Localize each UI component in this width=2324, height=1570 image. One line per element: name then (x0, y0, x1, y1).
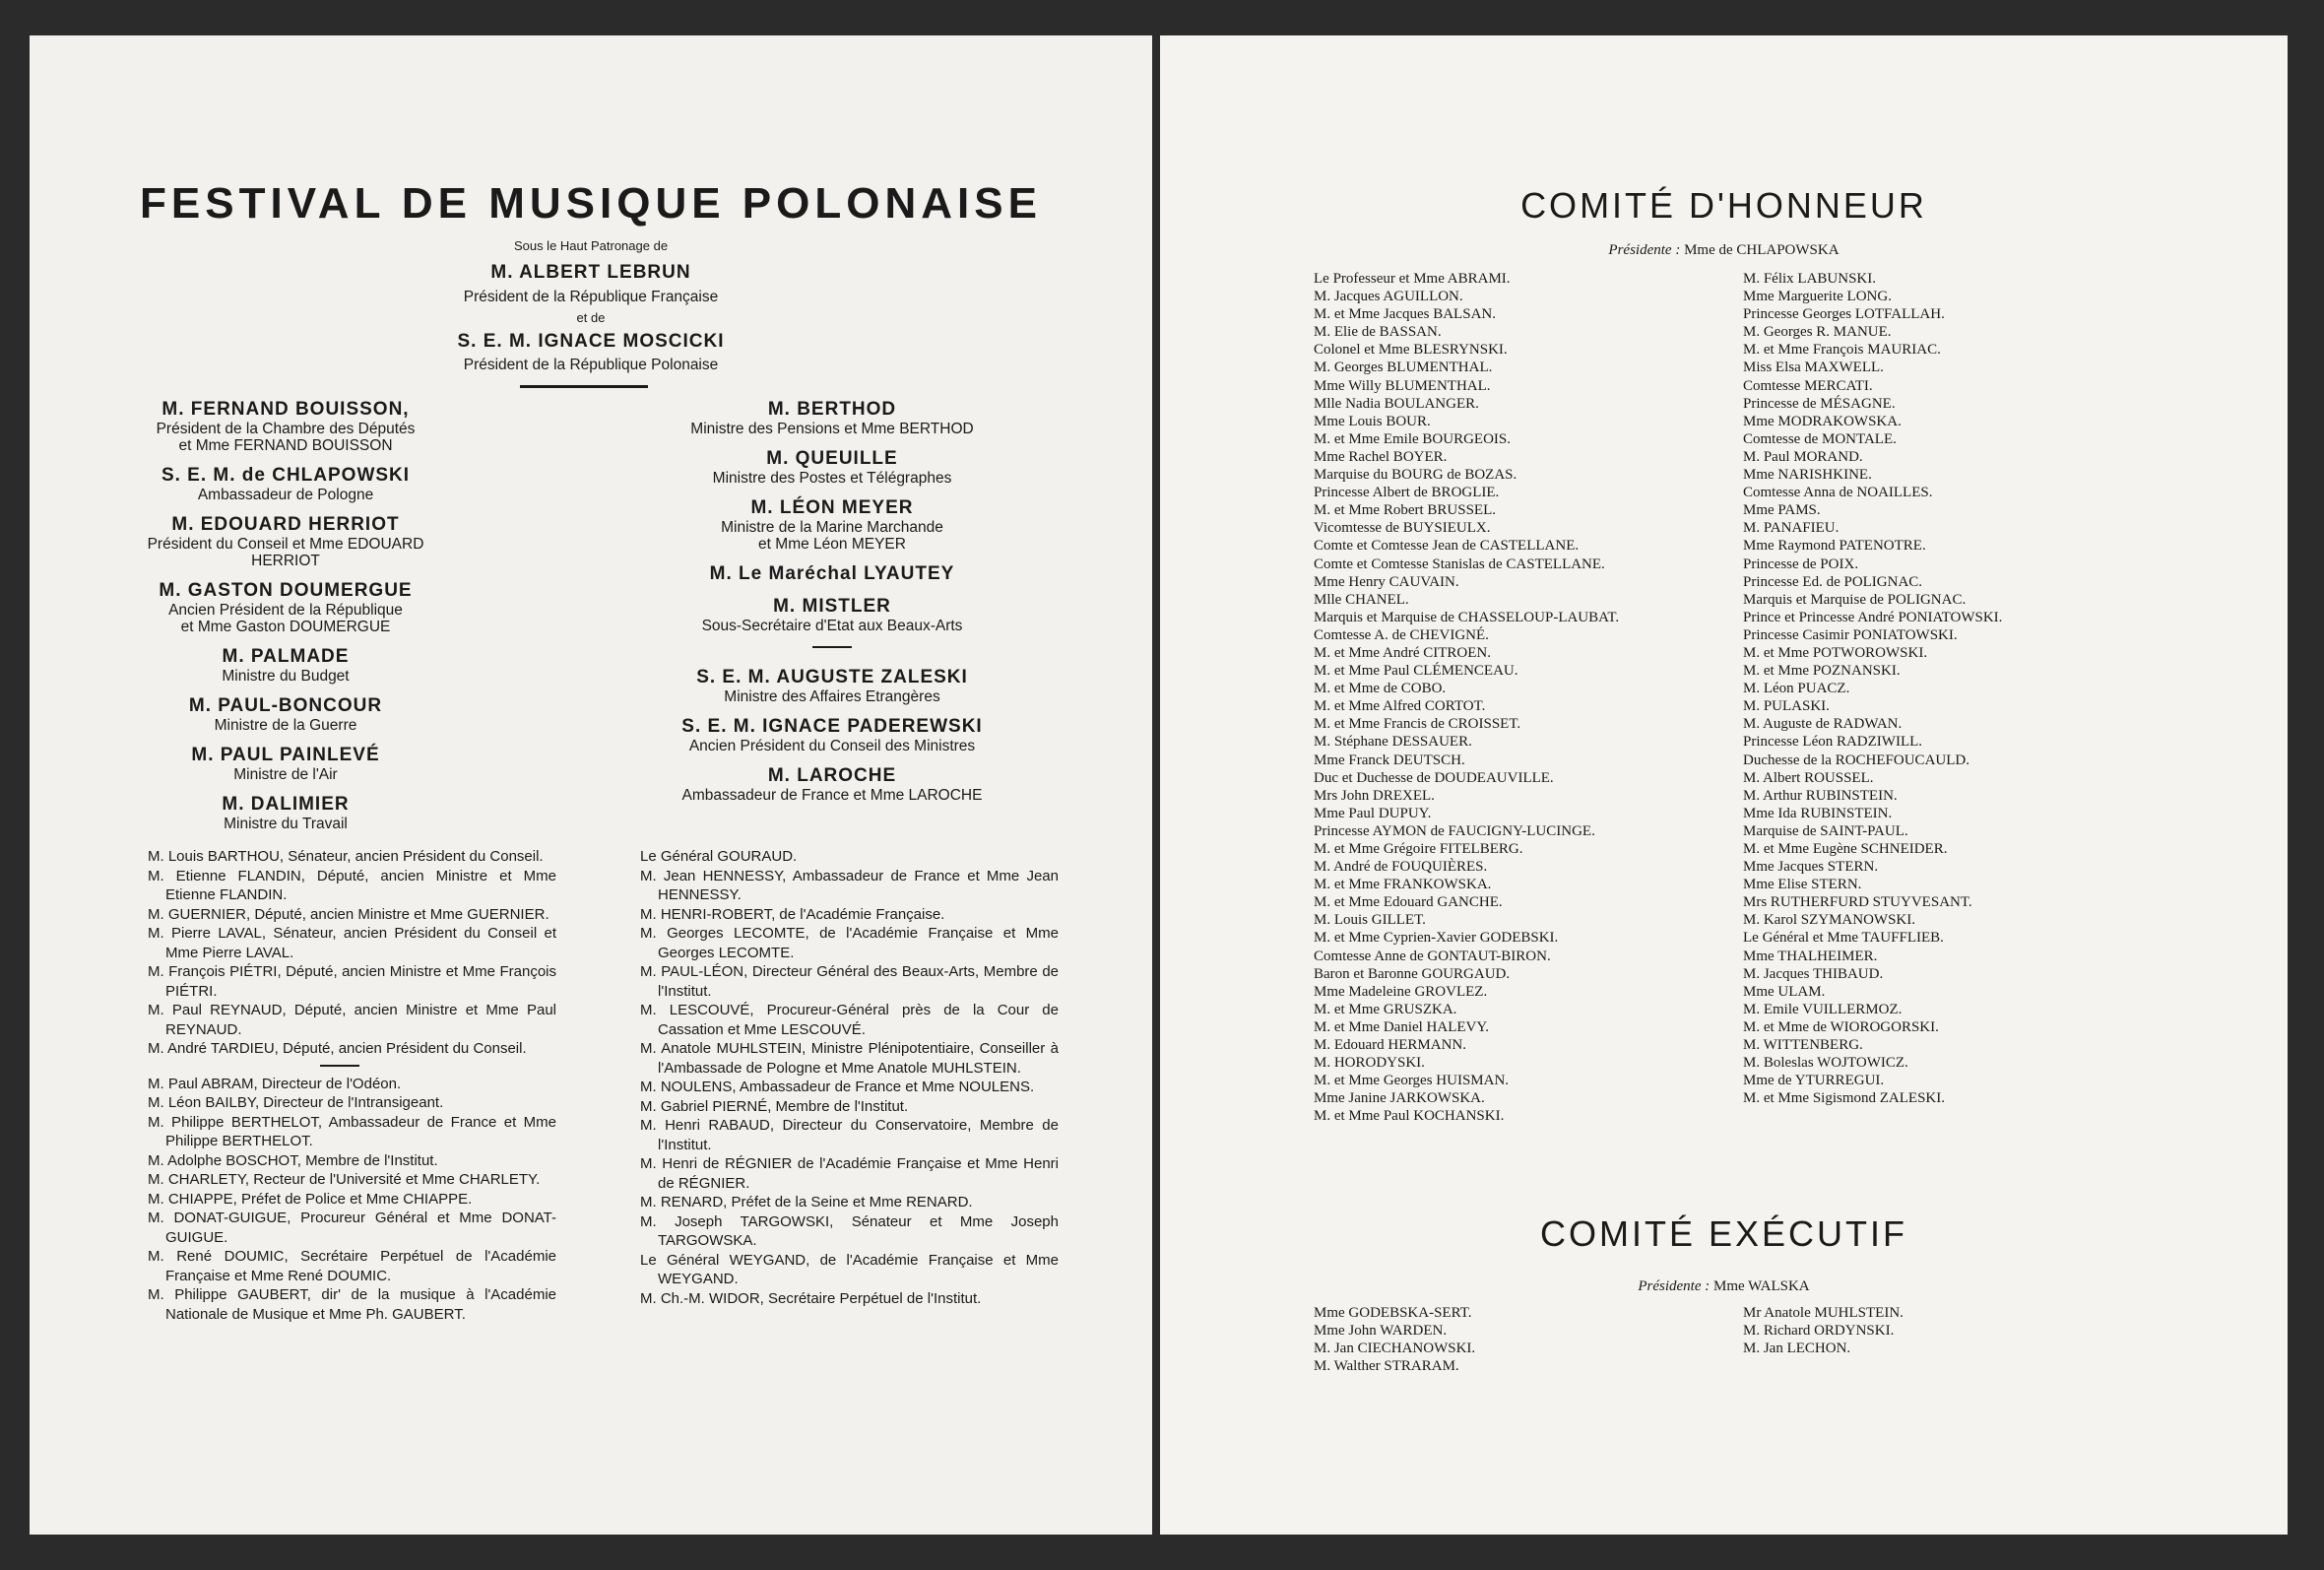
member-name: Mme Janine JARKOWSKA. (1314, 1090, 1485, 1107)
member-name: M. et Mme Emile BOURGEOIS. (1314, 430, 1511, 447)
official-name: M. BERTHOD (767, 399, 897, 420)
member-name: M. et Mme Paul CLÉMENCEAU. (1314, 663, 1518, 680)
member-name: Comtesse de MONTALE. (1743, 430, 1897, 447)
member-name: M. et Mme de COBO. (1314, 681, 1447, 697)
member-name: Mme Franck DEUTSCH. (1314, 752, 1465, 768)
official-name: S. E. M. AUGUSTE ZALESKI (696, 667, 968, 687)
divider (812, 646, 852, 648)
member-name: M. et Mme André CITROEN. (1314, 644, 1491, 661)
member-item: M. François PIÉTRI, Député, ancien Ministre et Mme François PIÉTRI. (148, 963, 556, 1000)
member-name: M. Félix LABUNSKI. (1743, 271, 1877, 287)
official-entry (640, 398, 1024, 437)
member-name: M. et Mme Robert BRUSSEL. (1314, 502, 1497, 519)
member-name: Le Général et Mme TAUFFLIEB. (1743, 930, 1944, 947)
member-name: Mme Raymond PATENOTRE. (1743, 538, 1926, 555)
member-item: M. CHARLETY, Recteur de l'Université et Mme CHARLETY. (148, 1171, 541, 1188)
member-name: Mme MODRAKOWSKA. (1743, 413, 1902, 429)
member-item: M. LESCOUVÉ, Procureur-Général près de la Cour de Cassation et Mme LESCOUVÉ. (640, 1002, 1059, 1038)
member-name: M. Jacques THIBAUD. (1743, 965, 1884, 982)
official-name: M. DALIMIER (222, 794, 350, 815)
official-role: et Mme Léon MEYER (758, 536, 906, 553)
official-role: Ancien Président du Conseil des Ministres (688, 738, 976, 754)
member-name: Comtesse Anne de GONTAUT-BIRON. (1314, 948, 1551, 964)
official-entry (128, 744, 443, 783)
official-entry (128, 513, 443, 569)
member-name: Princesse Albert de BROGLIE. (1314, 485, 1500, 501)
member-name: M. Stéphane DESSAUER. (1314, 734, 1472, 751)
left-page (30, 35, 1152, 1535)
presidente-name: Mme WALSKA (1713, 1278, 1810, 1294)
official-name: M. LAROCHE (767, 765, 897, 786)
officials-right-column (640, 398, 1024, 814)
member-item: M. Ch.-M. WIDOR, Secrétaire Perpétuel de l'Institut. (640, 1289, 982, 1307)
member-name: Mme Henry CAUVAIN. (1314, 573, 1459, 590)
member-item: M. André TARDIEU, Député, ancien Président du Conseil. (148, 1040, 527, 1057)
member-name: Mme Paul DUPUY. (1314, 805, 1432, 821)
member-item: M. RENARD, Préfet de la Seine et Mme RENARD. (640, 1194, 973, 1210)
member-name: Mme Rachel BOYER. (1314, 448, 1448, 465)
member-item: M. CHIAPPE, Préfet de Police et Mme CHIAPPE. (148, 1190, 473, 1208)
patron-moscicki-name: S. E. M. IGNACE MOSCICKI (457, 331, 725, 352)
official-name: M. PAUL-BONCOUR (188, 695, 383, 716)
member-name: M. et Mme Grégoire FITELBERG. (1314, 841, 1523, 857)
member-item: M. René DOUMIC, Secrétaire Perpétuel de l'Académie Française et Mme René DOUMIC. (148, 1248, 556, 1284)
executif-names-column-2 (1743, 1304, 2157, 1357)
member-name: Comte et Comtesse Jean de CASTELLANE. (1314, 538, 1580, 555)
member-name: Comtesse MERCATI. (1743, 377, 1873, 394)
official-entry (128, 398, 443, 454)
member-name: Mme de YTURREGUI. (1743, 1073, 1885, 1089)
member-name: M. HORODYSKI. (1314, 1055, 1425, 1072)
member-name: M. et Mme Sigismond ZALESKI. (1743, 1090, 1945, 1107)
member-name: M. et Mme Jacques BALSAN. (1314, 306, 1496, 323)
member-name: Princesse Georges LOTFALLAH. (1743, 306, 1945, 323)
member-name: M. Georges R. MANUE. (1743, 324, 1892, 341)
official-role: Sous-Secrétaire d'Etat aux Beaux-Arts (701, 618, 963, 634)
official-role: et Mme Gaston DOUMERGUE (180, 619, 391, 635)
official-entry (128, 793, 443, 832)
member-item: M. Léon BAILBY, Directeur de l'Intransigeant. (148, 1094, 444, 1111)
patron-lebrun-role: Président de la République Française (463, 289, 719, 305)
comite-executif-title: COMITÉ EXÉCUTIF (1539, 1213, 1907, 1254)
official-name: S. E. M. de CHLAPOWSKI (161, 465, 411, 486)
member-item: M. Gabriel PIERNÉ, Membre de l'Institut. (640, 1097, 909, 1115)
member-item: M. DONAT-GUIGUE, Procureur Général et Mme DONAT-GUIGUE. (148, 1210, 556, 1246)
members-left-list (148, 847, 556, 1324)
member-item: M. Anatole MUHLSTEIN, Ministre Plénipotentiaire, Conseiller à l'Ambassade de Pologne et Mme Anatole MUHLSTEIN. (640, 1040, 1059, 1077)
member-name: M. PULASKI. (1743, 698, 1830, 715)
member-name: M. et Mme POZNANSKI. (1743, 663, 1901, 680)
member-name: Duchesse de la ROCHEFOUCAULD. (1743, 752, 1969, 768)
member-name: M. WITTENBERG. (1743, 1037, 1863, 1054)
member-item: M. Georges LECOMTE, de l'Académie Française et Mme Georges LECOMTE. (640, 925, 1059, 961)
member-name: M. Arthur RUBINSTEIN. (1743, 787, 1898, 804)
official-role: Ministre du Budget (222, 668, 350, 685)
presidente-label: Présidente : (1638, 1278, 1711, 1294)
member-name: Mme ULAM. (1743, 983, 1826, 1000)
member-name: Miss Elsa MAXWELL. (1743, 360, 1884, 376)
member-name: Marquise de SAINT-PAUL. (1743, 822, 1908, 839)
official-entry (128, 694, 443, 734)
members-right-list (640, 847, 1059, 1308)
member-name: Princesse Ed. de POLIGNAC. (1743, 573, 1923, 590)
comite-honneur-title: COMITÉ D'HONNEUR (1520, 185, 1927, 226)
member-name: Le Professeur et Mme ABRAMI. (1314, 271, 1511, 287)
member-item: M. Pierre LAVAL, Sénateur, ancien Président du Conseil et Mme Pierre LAVAL. (148, 925, 556, 961)
member-name: M. et Mme Eugène SCHNEIDER. (1743, 841, 1948, 857)
comite-honneur-presidente (1160, 242, 2288, 259)
member-item: M. HENRI-ROBERT, de l'Académie Française. (640, 905, 945, 923)
member-name: Mrs RUTHERFURD STUYVESANT. (1743, 894, 1972, 911)
official-name: M. QUEUILLE (766, 448, 898, 469)
member-name: Duc et Duchesse de DOUDEAUVILLE. (1314, 769, 1554, 786)
official-name: M. LÉON MEYER (750, 497, 914, 518)
member-name: M. et Mme Edouard GANCHE. (1314, 894, 1503, 911)
honneur-names-column-2 (1743, 270, 2157, 1107)
official-role: Ministre des Pensions et Mme BERTHOD (690, 421, 974, 437)
member-name: Comtesse A. de CHEVIGNÉ. (1314, 626, 1489, 643)
member-name: M. et Mme Alfred CORTOT. (1314, 698, 1486, 715)
member-name: M. Emile VUILLERMOZ. (1743, 1001, 1903, 1017)
member-name: M. et Mme de WIOROGORSKI. (1743, 1018, 1939, 1035)
member-name: Mrs John DREXEL. (1314, 787, 1435, 804)
member-name: Mme Madeleine GROVLEZ. (1314, 983, 1488, 1000)
official-name: M. FERNAND BOUISSON, (161, 399, 410, 420)
festival-title: FESTIVAL DE MUSIQUE POLONAISE (140, 179, 1042, 228)
member-name: Baron et Baronne GOURGAUD. (1314, 965, 1511, 982)
member-item: M. NOULENS, Ambassadeur de France et Mme NOULENS. (640, 1079, 1035, 1095)
official-name: S. E. M. IGNACE PADEREWSKI (681, 716, 983, 737)
member-name: Princesse Casimir PONIATOWSKI. (1743, 626, 1958, 643)
member-name: Mme GODEBSKA-SERT. (1314, 1305, 1472, 1321)
member-name: M. Albert ROUSSEL. (1743, 769, 1874, 786)
member-name: Colonel et Mme BLESRYNSKI. (1314, 342, 1508, 359)
member-name: M. Boleslas WOJTOWICZ. (1743, 1055, 1908, 1072)
member-item: M. Philippe GAUBERT, dir' de la musique à l'Académie Nationale de Musique et Mme Ph. GAUBERT. (148, 1286, 556, 1323)
member-name: Vicomtesse de BUYSIEULX. (1314, 520, 1491, 537)
member-item: M. Louis BARTHOU, Sénateur, ancien Président du Conseil. (148, 848, 544, 865)
official-name: M. MISTLER (773, 596, 891, 617)
member-name: M. et Mme Paul KOCHANSKI. (1314, 1108, 1505, 1125)
official-entry (128, 645, 443, 685)
official-name: M. PAUL PAINLEVÉ (191, 745, 380, 765)
member-name: Mlle CHANEL. (1314, 591, 1409, 608)
official-role: Ancien Président de la République (168, 602, 403, 619)
divider (520, 385, 648, 388)
member-name: Mme PAMS. (1743, 502, 1821, 519)
member-name: M. et Mme GRUSZKA. (1314, 1001, 1457, 1017)
officials-left-column (128, 398, 443, 842)
right-page (1160, 35, 2288, 1535)
member-name: Prince et Princesse André PONIATOWSKI. (1743, 609, 2003, 625)
official-role: Ministre de la Guerre (214, 717, 357, 734)
member-name: M. et Mme Georges HUISMAN. (1314, 1073, 1510, 1089)
member-name: M. PANAFIEU. (1743, 520, 1840, 537)
member-name: M. et Mme François MAURIAC. (1743, 342, 1941, 359)
member-name: Mme THALHEIMER. (1743, 948, 1878, 964)
presidente-label: Présidente : (1608, 242, 1681, 258)
member-item: M. Paul ABRAM, Directeur de l'Odéon. (148, 1075, 402, 1092)
comite-executif-presidente (1160, 1278, 2288, 1295)
member-name: M. Georges BLUMENTHAL. (1314, 360, 1493, 376)
member-name: Mme Jacques STERN. (1743, 859, 1879, 876)
executif-names-column-1 (1314, 1304, 1727, 1375)
member-item: Le Général GOURAUD. (640, 848, 798, 865)
official-role: Président de la Chambre des Députés (156, 421, 416, 437)
member-name: Mme Ida RUBINSTEIN. (1743, 805, 1893, 821)
member-name: Princesse de MÉSAGNE. (1743, 395, 1896, 412)
member-name: M. Walther STRARAM. (1314, 1358, 1459, 1375)
member-name: M. et Mme Francis de CROISSET. (1314, 716, 1521, 733)
member-name: Comtesse Anna de NOAILLES. (1743, 485, 1933, 501)
member-name: Mme John WARDEN. (1314, 1323, 1448, 1340)
member-name: Mme Louis BOUR. (1314, 413, 1431, 429)
member-name: M. Auguste de RADWAN. (1743, 716, 1903, 733)
member-name: Mme Marguerite LONG. (1743, 289, 1892, 305)
member-name: Mlle Nadia BOULANGER. (1314, 395, 1479, 412)
member-name: M. Elie de BASSAN. (1314, 324, 1442, 341)
official-name: M. Le Maréchal LYAUTEY (709, 563, 955, 584)
member-name: M. et Mme Cyprien-Xavier GODEBSKI. (1314, 930, 1559, 947)
presidente-name: Mme de CHLAPOWSKA (1684, 242, 1840, 258)
official-entry (640, 715, 1024, 754)
official-entry (640, 562, 1024, 585)
member-name: Comte et Comtesse Stanislas de CASTELLANE. (1314, 556, 1605, 572)
member-item: M. Adolphe BOSCHOT, Membre de l'Institut. (148, 1151, 438, 1169)
patron-moscicki-role: Président de la République Polonaise (463, 357, 719, 373)
official-entry (128, 579, 443, 635)
member-name: Mme Elise STERN. (1743, 877, 1862, 893)
member-name: Princesse de POIX. (1743, 556, 1859, 572)
member-name: Princesse Léon RADZIWILL. (1743, 734, 1923, 751)
member-name: Marquis et Marquise de CHASSELOUP-LAUBAT. (1314, 609, 1620, 625)
official-role: Ministre des Affaires Etrangères (724, 688, 940, 705)
member-name: M. Karol SZYMANOWSKI. (1743, 912, 1915, 929)
member-item: M. Henri de RÉGNIER de l'Académie Française et Mme Henri de RÉGNIER. (640, 1155, 1059, 1192)
member-item: M. Etienne FLANDIN, Député, ancien Ministre et Mme Etienne FLANDIN. (148, 867, 556, 903)
member-name: M. et Mme POTWOROWSKI. (1743, 644, 1928, 661)
member-name: Mme NARISHKINE. (1743, 467, 1872, 484)
member-name: M. Richard ORDYNSKI. (1743, 1323, 1895, 1340)
member-name: Princesse AYMON de FAUCIGNY-LUCINGE. (1314, 822, 1595, 839)
member-item: M. Philippe BERTHELOT, Ambassadeur de France et Mme Philippe BERTHELOT. (148, 1113, 556, 1149)
official-role: Ministre de l'Air (233, 766, 338, 783)
official-role: Ministre des Postes et Télégraphes (712, 470, 952, 487)
official-entry (640, 666, 1024, 705)
member-item: M. Joseph TARGOWSKI, Sénateur et Mme Joseph TARGOWSKA. (640, 1212, 1059, 1249)
member-name: M. Jan CIECHANOWSKI. (1314, 1341, 1476, 1357)
official-name: M. EDOUARD HERRIOT (171, 514, 400, 535)
member-name: Mr Anatole MUHLSTEIN. (1743, 1305, 1904, 1321)
member-name: Marquise du BOURG de BOZAS. (1314, 467, 1517, 484)
official-role: Ministre de la Marine Marchande (721, 519, 943, 536)
member-item: M. Jean HENNESSY, Ambassadeur de France et Mme Jean HENNESSY. (640, 867, 1059, 903)
member-item: M. GUERNIER, Député, ancien Ministre et Mme GUERNIER. (148, 905, 549, 923)
divider (320, 1065, 359, 1067)
official-entry (640, 496, 1024, 553)
official-role: Ambassadeur de France et Mme LAROCHE (681, 787, 983, 804)
member-name: M. Jan LECHON. (1743, 1341, 1851, 1357)
member-name: M. Edouard HERMANN. (1314, 1037, 1466, 1054)
member-name: M. et Mme FRANKOWSKA. (1314, 877, 1492, 893)
member-name: M. et Mme Daniel HALEVY. (1314, 1018, 1490, 1035)
official-entry (640, 764, 1024, 804)
member-item: Le Général WEYGAND, de l'Académie Française et Mme WEYGAND. (640, 1251, 1059, 1287)
patronage-line: Sous le Haut Patronage de (513, 238, 669, 253)
member-item: M. Paul REYNAUD, Député, ancien Ministre et Mme Paul REYNAUD. (148, 1002, 556, 1038)
member-name: M. Jacques AGUILLON. (1314, 289, 1463, 305)
official-name: M. PALMADE (222, 646, 350, 667)
member-name: Mme Willy BLUMENTHAL. (1314, 377, 1491, 394)
official-name: M. GASTON DOUMERGUE (159, 580, 413, 601)
official-role: et Mme FERNAND BOUISSON (178, 437, 393, 454)
official-entry (128, 464, 443, 503)
member-name: M. Léon PUACZ. (1743, 681, 1850, 697)
official-role: Ambassadeur de Pologne (197, 487, 374, 503)
member-name: M. André de FOUQUIÈRES. (1314, 859, 1488, 876)
official-role: Président du Conseil et Mme EDOUARD HERRIOT (147, 536, 424, 569)
member-name: M. Louis GILLET. (1314, 912, 1426, 929)
member-item: M. PAUL-LÉON, Directeur Général des Beaux-Arts, Membre de l'Institut. (640, 963, 1059, 1000)
official-entry (640, 447, 1024, 487)
member-item: M. Henri RABAUD, Directeur du Conservatoire, Membre de l'Institut. (640, 1117, 1059, 1153)
honneur-names-column-1 (1314, 270, 1727, 1126)
member-name: Marquis et Marquise de POLIGNAC. (1743, 591, 1967, 608)
official-entry (640, 595, 1024, 634)
patron-lebrun-name: M. ALBERT LEBRUN (490, 262, 691, 283)
official-role: Ministre du Travail (224, 816, 348, 832)
member-name: M. Paul MORAND. (1743, 448, 1863, 465)
and-line: et de (576, 310, 606, 325)
